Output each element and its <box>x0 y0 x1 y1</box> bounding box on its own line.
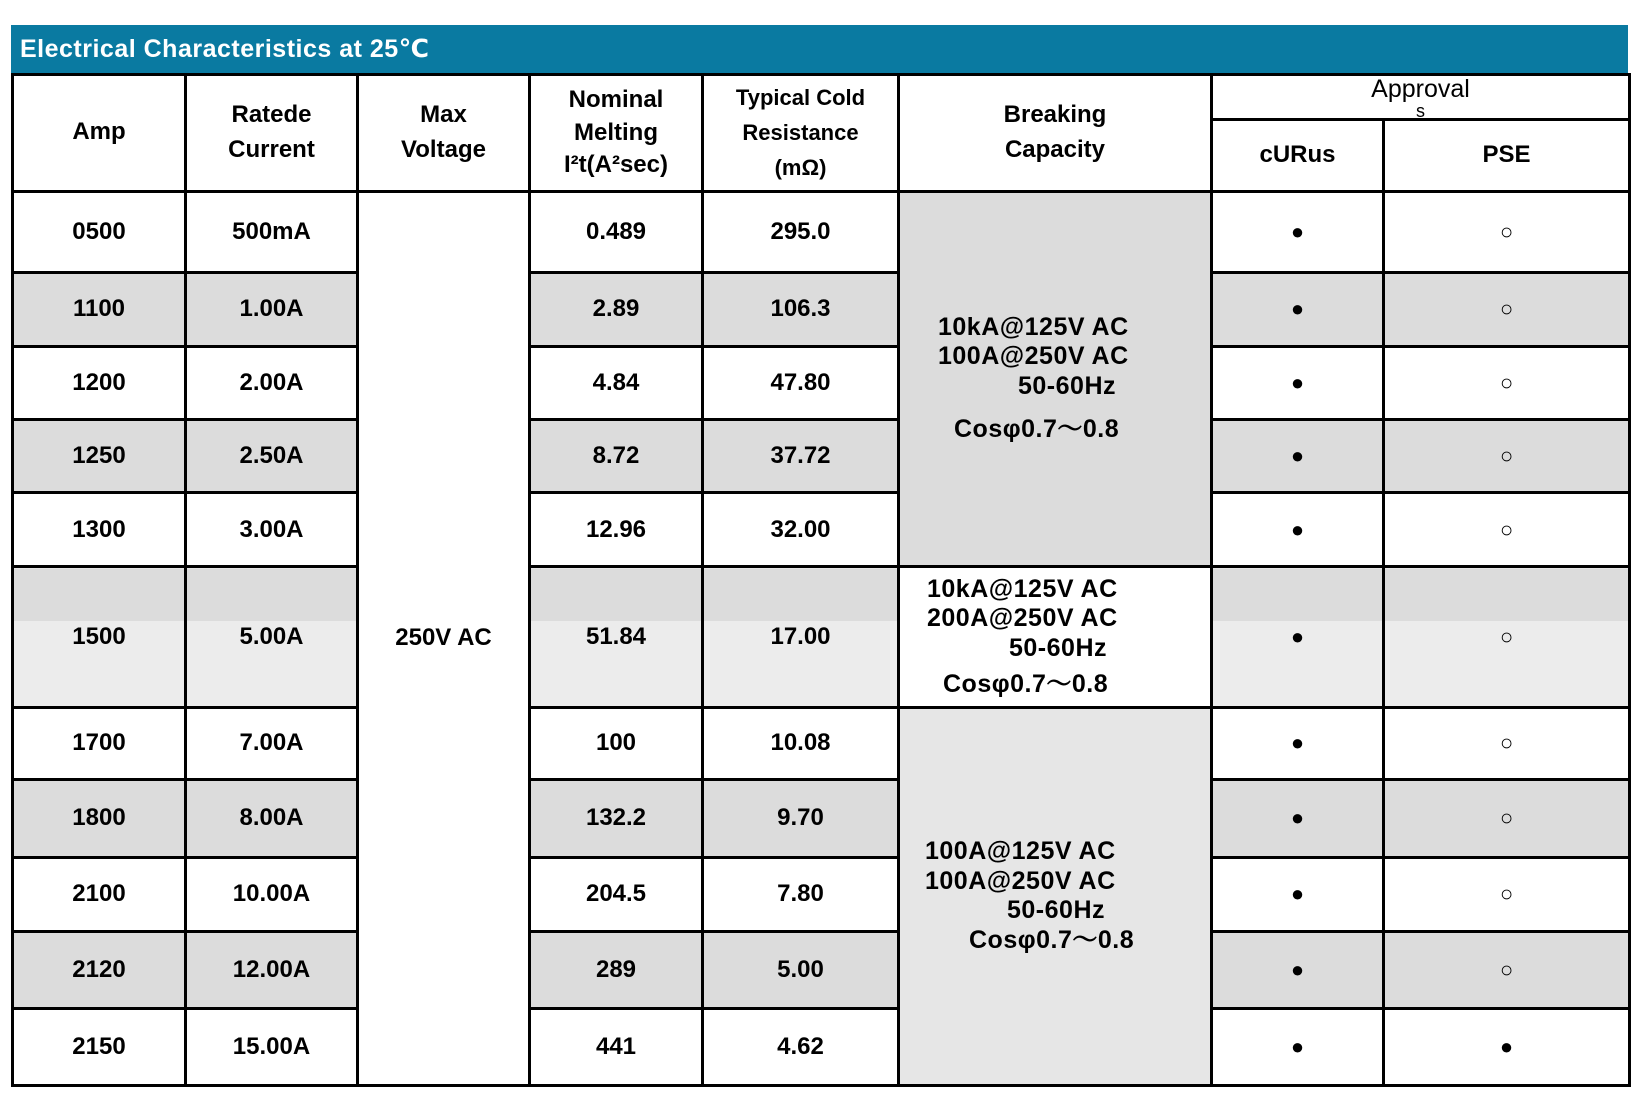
cell-amp: 2100 <box>13 857 186 931</box>
cell-breaking-capacity: 10kA@125V AC 100A@250V AC 50-60Hz Cosφ0.7～0.8 <box>899 191 1212 567</box>
cell-melting: 0.489 <box>530 191 703 273</box>
cell-curus-mark: ● <box>1212 191 1384 273</box>
header-max-voltage: Max Voltage <box>358 75 530 192</box>
cell-pse-mark: ○ <box>1384 493 1630 567</box>
cell-curus-mark: ● <box>1212 419 1384 492</box>
cell-amp: 1500 <box>13 567 186 707</box>
cell-amp: 2150 <box>13 1009 186 1086</box>
cell-melting: 441 <box>530 1009 703 1086</box>
cell-resistance: 32.00 <box>703 493 899 567</box>
table-row <box>13 567 1630 707</box>
cell-curus-mark: ● <box>1212 857 1384 931</box>
cell-melting: 8.72 <box>530 419 703 492</box>
cell-curus-mark: ● <box>1212 931 1384 1009</box>
header-cold-resistance: Typical Cold Resistance (mΩ) <box>703 75 899 192</box>
table-row <box>13 273 1630 346</box>
cell-current: 2.50A <box>186 419 358 492</box>
cell-curus-mark: ● <box>1212 346 1384 419</box>
cell-pse-mark: ○ <box>1384 931 1630 1009</box>
table-row <box>13 707 1630 779</box>
cell-melting: 100 <box>530 707 703 779</box>
cell-current: 500mA <box>186 191 358 273</box>
cell-amp: 1250 <box>13 419 186 492</box>
cell-current: 8.00A <box>186 780 358 858</box>
cell-current: 7.00A <box>186 707 358 779</box>
cell-resistance: 5.00 <box>703 931 899 1009</box>
cell-amp: 1800 <box>13 780 186 858</box>
cell-resistance: 37.72 <box>703 419 899 492</box>
cell-melting: 51.84 <box>530 567 703 707</box>
cell-pse-mark: ○ <box>1384 273 1630 346</box>
table-row <box>13 191 1630 273</box>
spec-sheet <box>11 25 1628 1087</box>
cell-current: 5.00A <box>186 567 358 707</box>
cell-curus-mark: ● <box>1212 707 1384 779</box>
cell-amp: 0500 <box>13 191 186 273</box>
cell-current: 2.00A <box>186 346 358 419</box>
table-row <box>13 931 1630 1009</box>
cell-melting: 204.5 <box>530 857 703 931</box>
cell-pse-mark: ○ <box>1384 419 1630 492</box>
header-nominal-melting: Nominal Melting I²t(A²sec) <box>530 75 703 192</box>
cell-current: 15.00A <box>186 1009 358 1086</box>
cell-pse-mark: ○ <box>1384 707 1630 779</box>
header-curus: cURus <box>1212 119 1384 191</box>
cell-pse-mark: ○ <box>1384 567 1630 707</box>
table-row <box>13 419 1630 492</box>
cell-melting: 2.89 <box>530 273 703 346</box>
cell-curus-mark: ● <box>1212 493 1384 567</box>
table-row <box>13 346 1630 419</box>
cell-amp: 1300 <box>13 493 186 567</box>
cell-resistance: 295.0 <box>703 191 899 273</box>
cell-pse-mark: ○ <box>1384 857 1630 931</box>
cell-resistance: 106.3 <box>703 273 899 346</box>
cell-amp: 1100 <box>13 273 186 346</box>
cell-breaking-capacity: 10kA@125V AC 200A@250V AC 50-60Hz Cosφ0.7～0.8 <box>899 567 1212 707</box>
cell-current: 12.00A <box>186 931 358 1009</box>
cell-amp: 2120 <box>13 931 186 1009</box>
cell-current: 3.00A <box>186 493 358 567</box>
cell-pse-mark: ● <box>1384 1009 1630 1086</box>
cell-curus-mark: ● <box>1212 567 1384 707</box>
cell-max-voltage: 250V AC <box>358 191 530 1086</box>
cell-melting: 132.2 <box>530 780 703 858</box>
cell-amp: 1200 <box>13 346 186 419</box>
electrical-characteristics-table <box>11 73 1631 1087</box>
table-title: Electrical Characteristics at 25℃ <box>11 25 1628 73</box>
table-row <box>13 1009 1630 1086</box>
cell-resistance: 9.70 <box>703 780 899 858</box>
header-approvals: Approval s <box>1212 75 1630 120</box>
table-row <box>13 857 1630 931</box>
cell-resistance: 10.08 <box>703 707 899 779</box>
cell-melting: 289 <box>530 931 703 1009</box>
cell-curus-mark: ● <box>1212 780 1384 858</box>
cell-resistance: 17.00 <box>703 567 899 707</box>
cell-curus-mark: ● <box>1212 1009 1384 1086</box>
table-row <box>13 493 1630 567</box>
header-amp: Amp <box>13 75 186 192</box>
cell-current: 10.00A <box>186 857 358 931</box>
cell-pse-mark: ○ <box>1384 191 1630 273</box>
header-pse: PSE <box>1384 119 1630 191</box>
header-breaking-capacity: Breaking Capacity <box>899 75 1212 192</box>
cell-amp: 1700 <box>13 707 186 779</box>
cell-melting: 4.84 <box>530 346 703 419</box>
cell-resistance: 4.62 <box>703 1009 899 1086</box>
cell-resistance: 7.80 <box>703 857 899 931</box>
cell-curus-mark: ● <box>1212 273 1384 346</box>
header-rated-current: Ratede Current <box>186 75 358 192</box>
cell-breaking-capacity: 100A@125V AC 100A@250V AC 50-60Hz Cosφ0.7～0.8 <box>899 707 1212 1085</box>
cell-current: 1.00A <box>186 273 358 346</box>
table-row <box>13 780 1630 858</box>
cell-pse-mark: ○ <box>1384 346 1630 419</box>
cell-pse-mark: ○ <box>1384 780 1630 858</box>
cell-resistance: 47.80 <box>703 346 899 419</box>
cell-melting: 12.96 <box>530 493 703 567</box>
